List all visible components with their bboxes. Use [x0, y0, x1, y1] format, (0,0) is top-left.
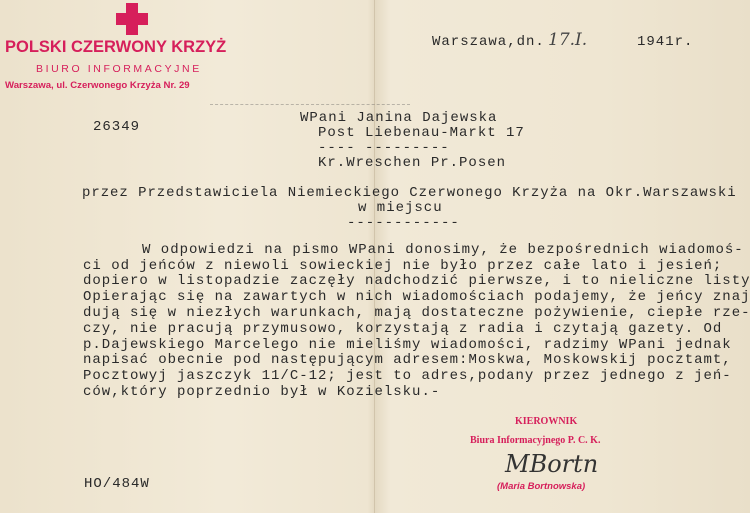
recipient-dashes: ---- ---------	[318, 140, 450, 156]
body-line: p.Dajewskiego Marcelego nie mieliśmy wiadomości, radzimy WPani jednak	[83, 337, 732, 353]
via-dashes: ------------	[347, 215, 460, 231]
via-line: przez Przedstawiciela Niemieckiego Czerwonego Krzyża na Okr.Warszawski	[82, 185, 737, 201]
file-reference: HO/484W	[84, 476, 150, 492]
recipient-line3: Kr.Wreschen Pr.Posen	[318, 155, 507, 171]
date-prefix: Warszawa,dn.	[432, 34, 545, 50]
body-line: czy, nie pracują przymusowo, korzystają z radia i czytają gazety. Od	[83, 321, 723, 337]
body-line: ców,który poprzednio był w Kozielsku.-	[83, 384, 441, 400]
faint-dashes	[210, 104, 410, 105]
signatory-name: (Maria Bortnowska)	[497, 481, 586, 492]
dept-name: BIURO INFORMACYJNE	[36, 63, 202, 75]
red-cross-icon	[116, 3, 148, 35]
recipient-name: WPani Janina Dajewska	[300, 110, 498, 126]
body-line: napisać obecnie pod następującym adresem:Moskwa, Moskowskij pocztamt,	[83, 352, 732, 368]
body-line: ci od jeńców z niewoli sowieckiej nie było przez całe lato i jesień;	[83, 258, 723, 274]
date-handwritten: 17.I.	[548, 30, 588, 50]
reference-number: 26349	[93, 119, 141, 135]
signature-title: KIEROWNIK	[515, 416, 578, 427]
recipient-line2: Post Liebenau-Markt 17	[318, 125, 525, 141]
body-line: W odpowiedzi na pismo WPani donosimy, że bezpośrednich wiadomoś-	[142, 242, 744, 258]
date-year: 1941r.	[637, 34, 694, 50]
body-line: dopiero w listopadzie zaczęły nadchodzić pierwsze, i to nieliczne listy	[83, 273, 750, 289]
signature-office: Biura Informacyjnego P. C. K.	[470, 435, 601, 446]
via-place: w miejscu	[358, 200, 443, 216]
handwritten-signature: MBortn	[505, 450, 599, 478]
org-name: POLSKI CZERWONY KRZYŻ	[5, 38, 227, 56]
body-line: Opierając się na zawartych w nich wiadomościach podajemy, że jeńcy znaj	[83, 289, 750, 305]
body-line: dują się w niezłych warunkach, mają dostateczne pożywienie, ciepłe rze-	[83, 305, 750, 321]
org-address: Warszawa, ul. Czerwonego Krzyża Nr. 29	[5, 80, 190, 91]
body-line: Pocztowyj jaszczyk 11/C-12; jest to adres,podany przez jednego z jeń-	[83, 368, 732, 384]
